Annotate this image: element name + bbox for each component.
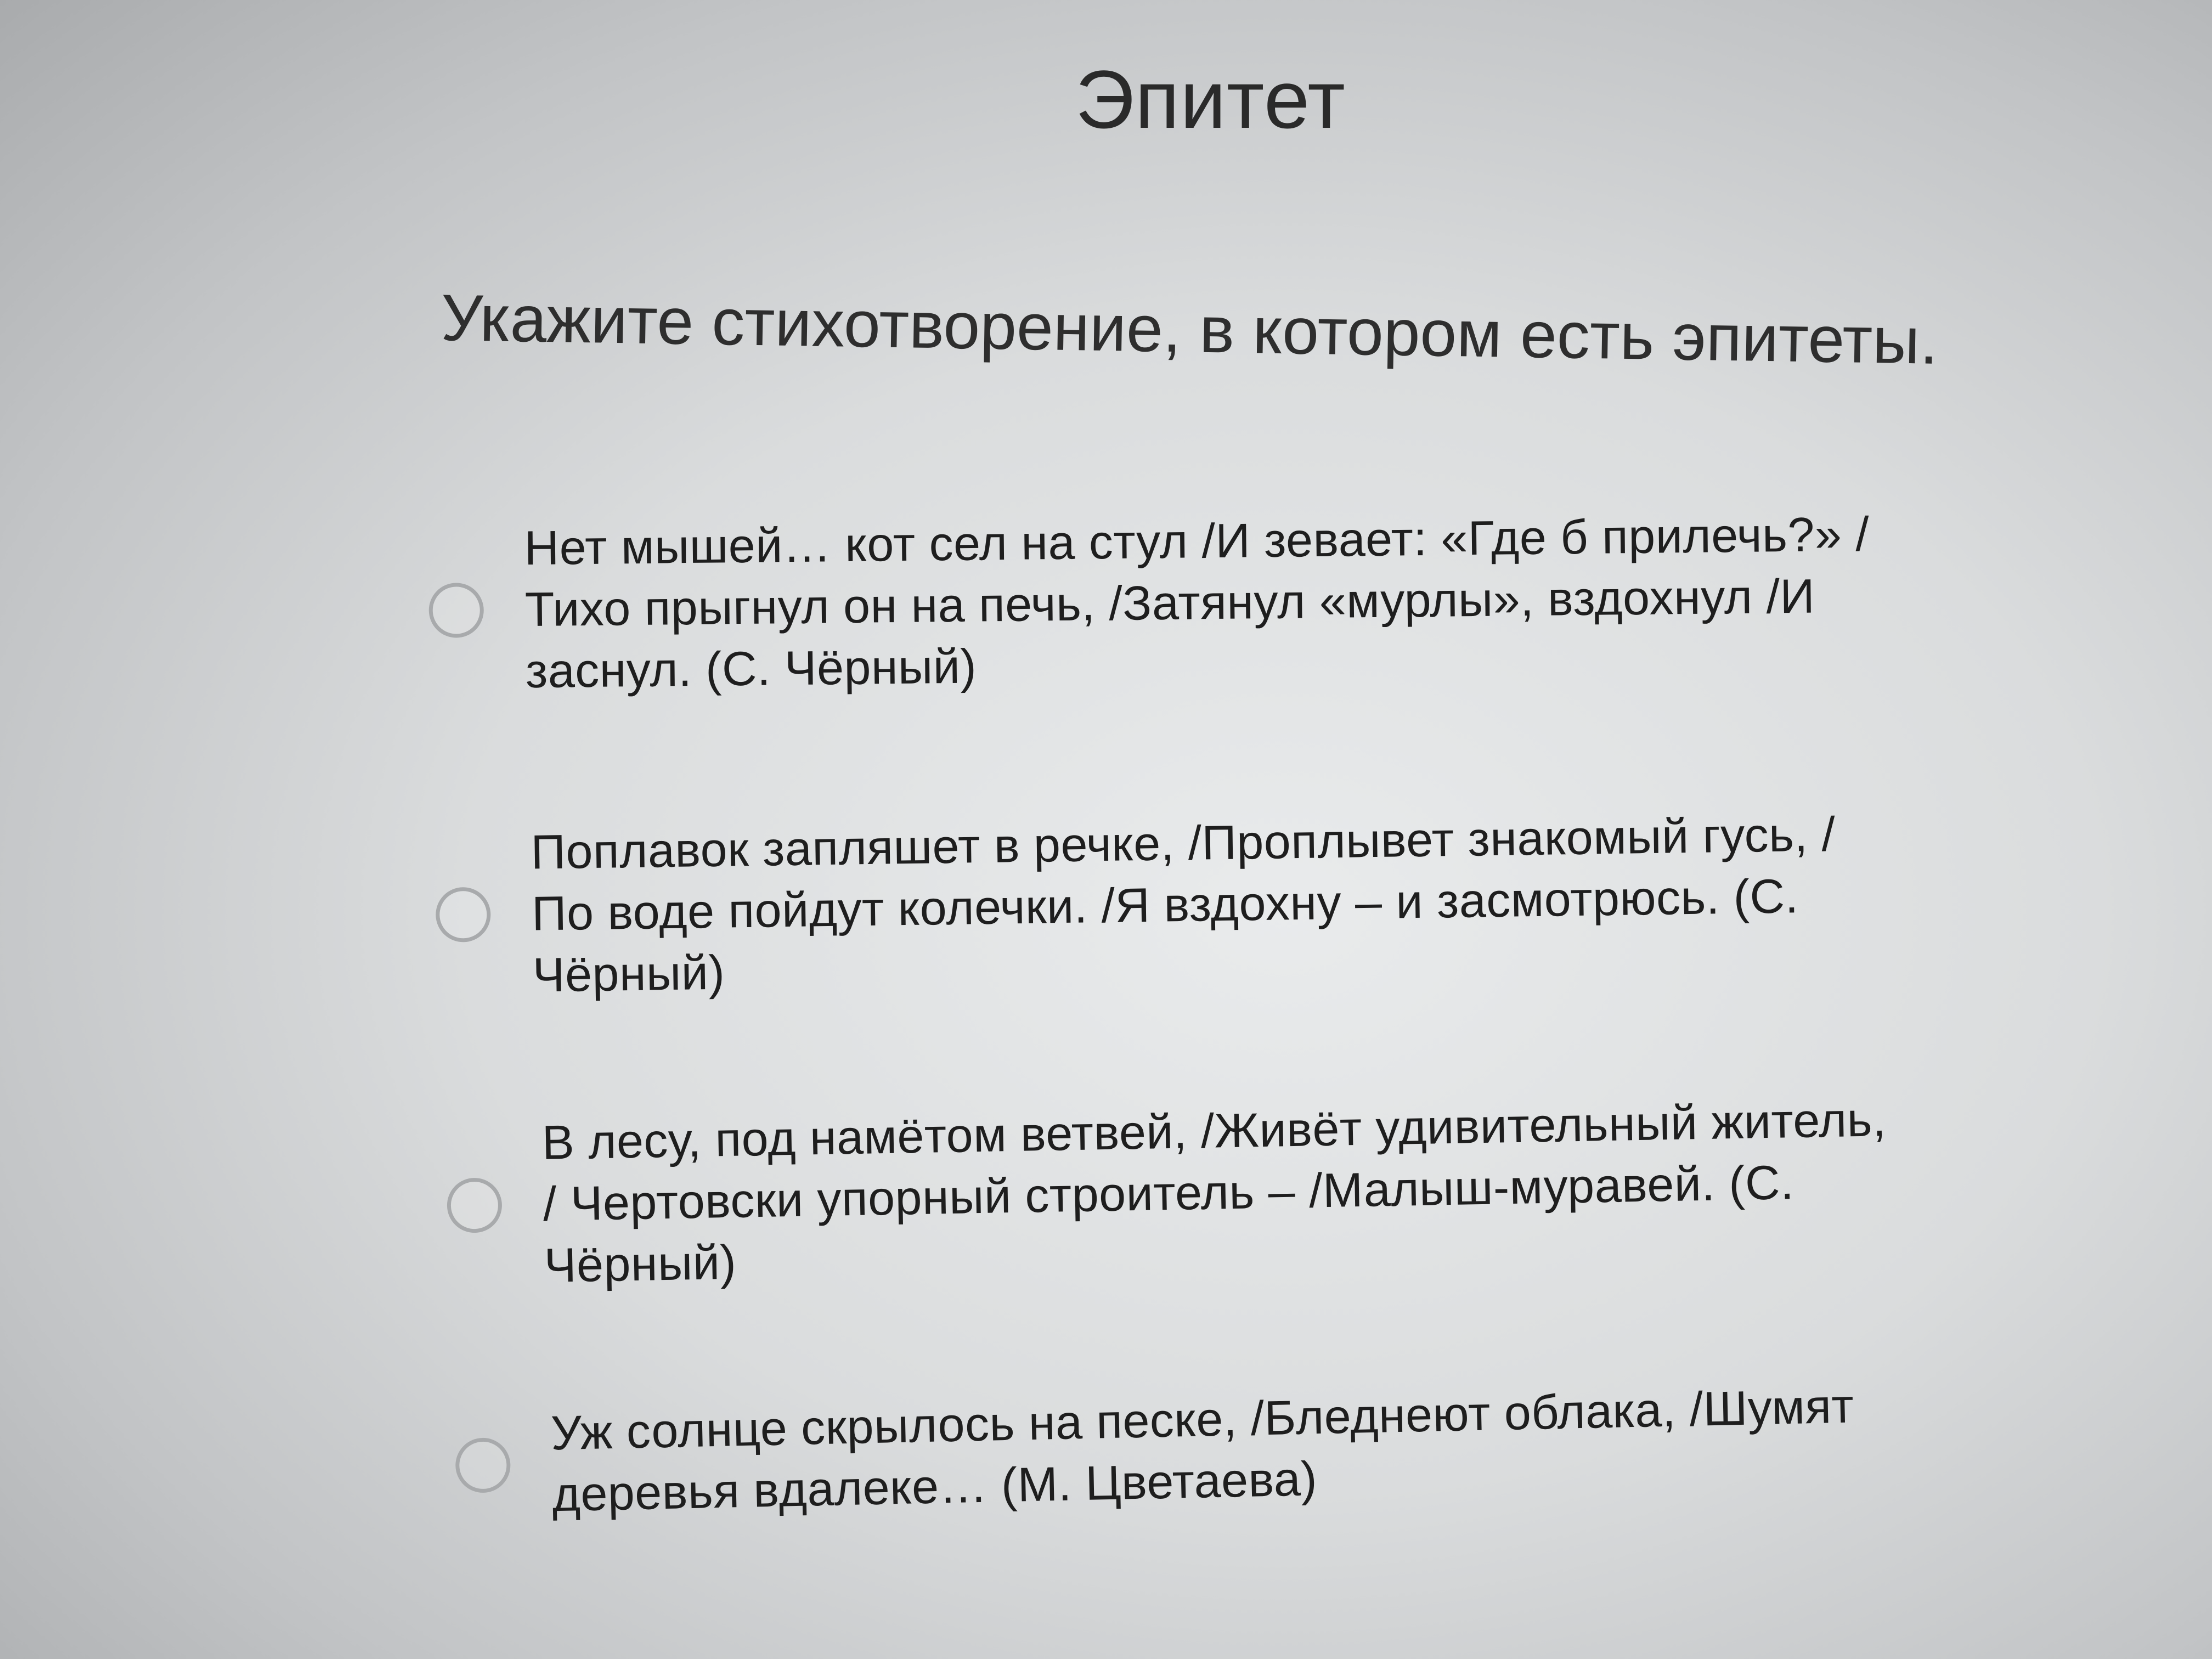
answer-option-1[interactable] — [428, 503, 1886, 703]
radio-button-2[interactable] — [436, 887, 491, 943]
radio-button-4[interactable] — [455, 1437, 511, 1493]
question-text: Укажите стихотворение, в котором есть эпитеты. — [440, 280, 1939, 378]
answer-option-label-2[interactable]: Поплавок запляшет в речке, /Проплывет знакомый гусь, / По воде пойдут колечки. /Я вздохну – и засмотрюсь. (С. Чёрный) — [531, 806, 1836, 1002]
radio-button-1[interactable] — [428, 583, 484, 638]
page-title: Эпитет — [1075, 53, 1346, 145]
answer-option-label-1[interactable]: Нет мышей… кот сел на стул /И зевает: «Где б прилечь?» / Тихо прыгнул он на печь, /Затянул «мурлы», вздохнул /И заснул. (С. Чёрный) — [524, 506, 1870, 698]
answer-option-3[interactable] — [445, 1088, 1905, 1298]
answer-option-label-3[interactable]: В лесу, под намётом ветвей, /Живёт удивительный житель, / Чертовски упорный строитель – /Малыш-муравей. (С. Чёрный) — [541, 1092, 1887, 1293]
answer-option-2[interactable] — [435, 803, 1893, 1007]
answer-option-label-4[interactable]: Уж солнце скрылось на песке, /Бледнеют облака, /Шумят деревья вдалеке… (М. Цветаева) — [550, 1378, 1855, 1522]
radio-button-3[interactable] — [447, 1177, 503, 1233]
answer-option-4[interactable] — [454, 1375, 1869, 1527]
